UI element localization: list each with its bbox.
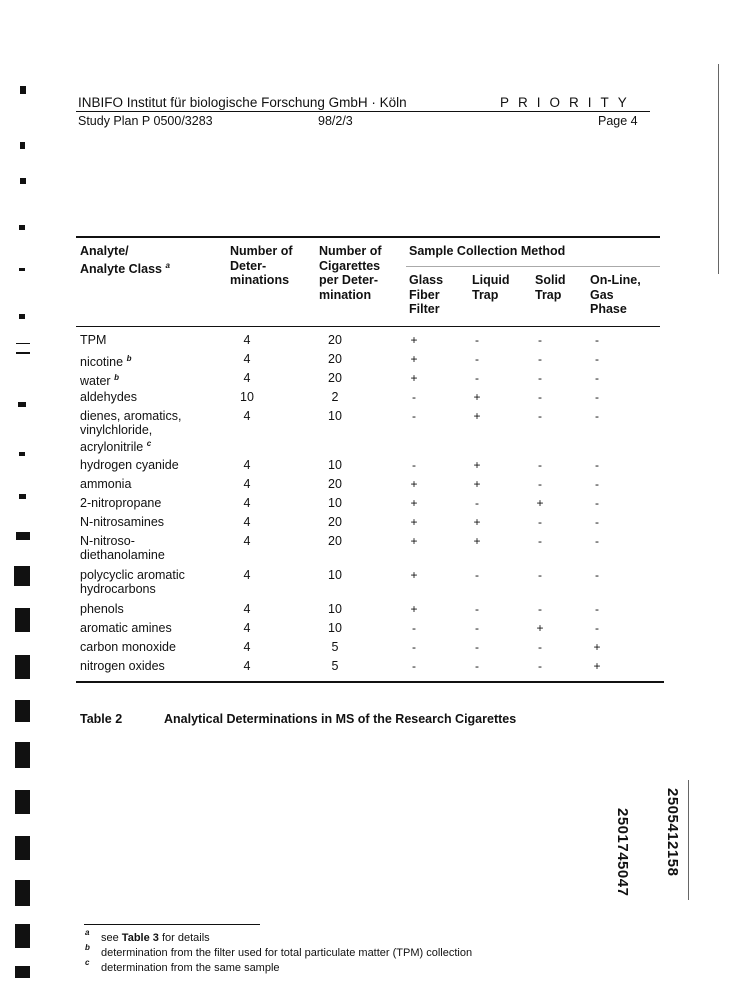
- analyte-cell: hydrogen cyanide: [80, 458, 179, 472]
- determinations-cell: 4: [243, 371, 251, 385]
- footnote-rule: [84, 924, 260, 925]
- liquid-cell: -: [475, 333, 479, 347]
- analyte-cell: carbon monoxide: [80, 640, 176, 654]
- liquid-cell: -: [475, 371, 479, 385]
- online-cell: -: [595, 371, 599, 385]
- col-header-online-gas: On-Line, Gas Phase: [590, 273, 641, 316]
- analyte-cell: aldehydes: [80, 390, 137, 404]
- glass-cell: +: [410, 515, 418, 529]
- analyte-cell: ammonia: [80, 477, 132, 491]
- online-cell: -: [595, 390, 599, 404]
- table-header-rule: [76, 326, 660, 327]
- online-cell: -: [595, 409, 599, 423]
- glass-cell: +: [410, 352, 418, 366]
- determinations-cell: 4: [243, 534, 251, 548]
- cigarettes-cell: 2: [331, 390, 339, 404]
- online-cell: +: [593, 659, 601, 673]
- table-bottom-rule: [76, 681, 664, 683]
- online-cell: -: [595, 515, 599, 529]
- glass-cell: -: [412, 640, 416, 654]
- cigarettes-cell: 10: [328, 568, 342, 582]
- liquid-cell: +: [473, 390, 481, 404]
- online-cell: -: [595, 496, 599, 510]
- solid-cell: -: [538, 534, 542, 548]
- analyte-cell: polycyclic aromatic hydrocarbons: [80, 568, 185, 596]
- liquid-cell: -: [475, 640, 479, 654]
- table-top-rule: [76, 236, 660, 238]
- header-rule: [76, 111, 650, 112]
- online-cell: -: [595, 621, 599, 635]
- glass-cell: +: [410, 333, 418, 347]
- analyte-cell: nicotine $^b$: [80, 354, 132, 370]
- institute-name: INBIFO Institut für biologische Forschung GmbH · Köln: [78, 95, 407, 110]
- footnote-b: b determination from the filter used for total particulate matter (TPM) collection: [85, 943, 473, 959]
- solid-cell: -: [538, 640, 542, 654]
- cigarettes-cell: 10: [328, 602, 342, 616]
- determinations-cell: 4: [243, 352, 251, 366]
- determinations-cell: 4: [243, 458, 251, 472]
- glass-cell: +: [410, 496, 418, 510]
- determinations-cell: 10: [240, 390, 254, 404]
- solid-cell: -: [538, 409, 542, 423]
- cigarettes-cell: 10: [328, 409, 342, 423]
- determinations-cell: 4: [243, 515, 251, 529]
- cigarettes-cell: 5: [331, 640, 339, 654]
- footnote-a: a see Table 3 for details: [85, 928, 210, 944]
- col-header-solid-trap: Solid Trap: [535, 273, 566, 302]
- solid-cell: -: [538, 477, 542, 491]
- solid-cell: +: [536, 496, 544, 510]
- liquid-cell: -: [475, 568, 479, 582]
- glass-cell: +: [410, 568, 418, 582]
- footnote-c: c determination from the same sample: [85, 958, 280, 974]
- solid-cell: -: [538, 602, 542, 616]
- analyte-cell: dienes, aromatics, vinylchloride, acrylonitrile $^c$: [80, 409, 182, 455]
- glass-cell: -: [412, 621, 416, 635]
- online-cell: +: [593, 640, 601, 654]
- cigarettes-cell: 10: [328, 496, 342, 510]
- determinations-cell: 4: [243, 602, 251, 616]
- analyte-cell: 2-nitropropane: [80, 496, 162, 510]
- solid-cell: -: [538, 390, 542, 404]
- col-header-method-group: Sample Collection Method: [409, 244, 566, 258]
- liquid-cell: -: [475, 602, 479, 616]
- analyte-cell: N-nitroso- diethanolamine: [80, 534, 165, 562]
- analyte-cell: nitrogen oxides: [80, 659, 165, 673]
- col-header-liquid-trap: Liquid Trap: [472, 273, 510, 302]
- determinations-cell: 4: [243, 640, 251, 654]
- online-cell: -: [595, 352, 599, 366]
- determinations-cell: 4: [243, 333, 251, 347]
- solid-cell: -: [538, 568, 542, 582]
- solid-cell: -: [538, 333, 542, 347]
- online-cell: -: [595, 602, 599, 616]
- glass-cell: +: [410, 602, 418, 616]
- liquid-cell: +: [473, 477, 481, 491]
- solid-cell: +: [536, 621, 544, 635]
- col-header-glass-fiber: Glass Fiber Filter: [409, 273, 444, 316]
- date-code: 98/2/3: [318, 114, 353, 128]
- determinations-cell: 4: [243, 659, 251, 673]
- online-cell: -: [595, 568, 599, 582]
- liquid-cell: -: [475, 352, 479, 366]
- liquid-cell: -: [475, 621, 479, 635]
- liquid-cell: +: [473, 515, 481, 529]
- online-cell: -: [595, 458, 599, 472]
- document-stamp-primary: 2505412158: [664, 788, 681, 877]
- table-caption-text: Analytical Determinations in MS of the Research Cigarettes: [164, 712, 517, 726]
- cigarettes-cell: 5: [331, 659, 339, 673]
- solid-cell: -: [538, 458, 542, 472]
- glass-cell: -: [412, 659, 416, 673]
- glass-cell: -: [412, 390, 416, 404]
- stamp-edge-line: [688, 780, 689, 900]
- document-stamp-secondary: 2501745047: [614, 808, 631, 897]
- right-edge-line: [718, 64, 719, 274]
- analyte-cell: N-nitrosamines: [80, 515, 165, 529]
- cigarettes-cell: 20: [328, 515, 342, 529]
- glass-cell: +: [410, 477, 418, 491]
- analyte-cell: phenols: [80, 602, 124, 616]
- analyte-cell: water $^b$: [80, 373, 119, 389]
- glass-cell: +: [410, 534, 418, 548]
- liquid-cell: +: [473, 458, 481, 472]
- cigarettes-cell: 20: [328, 371, 342, 385]
- glass-cell: -: [412, 409, 416, 423]
- study-plan: Study Plan P 0500/3283: [78, 114, 213, 128]
- solid-cell: -: [538, 515, 542, 529]
- determinations-cell: 4: [243, 568, 251, 582]
- online-cell: -: [595, 333, 599, 347]
- liquid-cell: +: [473, 534, 481, 548]
- glass-cell: -: [412, 458, 416, 472]
- table-caption-label: Table 2: [80, 712, 123, 726]
- priority-label: PRIORITY: [500, 95, 636, 110]
- cigarettes-cell: 10: [328, 458, 342, 472]
- solid-cell: -: [538, 659, 542, 673]
- cigarettes-cell: 20: [328, 477, 342, 491]
- cigarettes-cell: 20: [328, 333, 342, 347]
- determinations-cell: 4: [243, 409, 251, 423]
- determinations-cell: 4: [243, 496, 251, 510]
- online-cell: -: [595, 477, 599, 491]
- col-header-analyte: Analyte/ Analyte Class $^a$: [80, 244, 170, 276]
- solid-cell: -: [538, 352, 542, 366]
- analyte-cell: aromatic amines: [80, 621, 172, 635]
- liquid-cell: -: [475, 496, 479, 510]
- cigarettes-cell: 20: [328, 352, 342, 366]
- page-number: Page 4: [598, 114, 638, 128]
- cigarettes-cell: 20: [328, 534, 342, 548]
- cigarettes-cell: 10: [328, 621, 342, 635]
- method-group-rule: [406, 266, 660, 267]
- online-cell: -: [595, 534, 599, 548]
- glass-cell: +: [410, 371, 418, 385]
- liquid-cell: +: [473, 409, 481, 423]
- liquid-cell: -: [475, 659, 479, 673]
- determinations-cell: 4: [243, 477, 251, 491]
- solid-cell: -: [538, 371, 542, 385]
- col-header-determinations: Number of Deter- minations: [230, 244, 293, 287]
- col-header-cigarettes: Number of Cigarettes per Deter- mination: [319, 244, 382, 302]
- determinations-cell: 4: [243, 621, 251, 635]
- analyte-cell: TPM: [80, 333, 107, 347]
